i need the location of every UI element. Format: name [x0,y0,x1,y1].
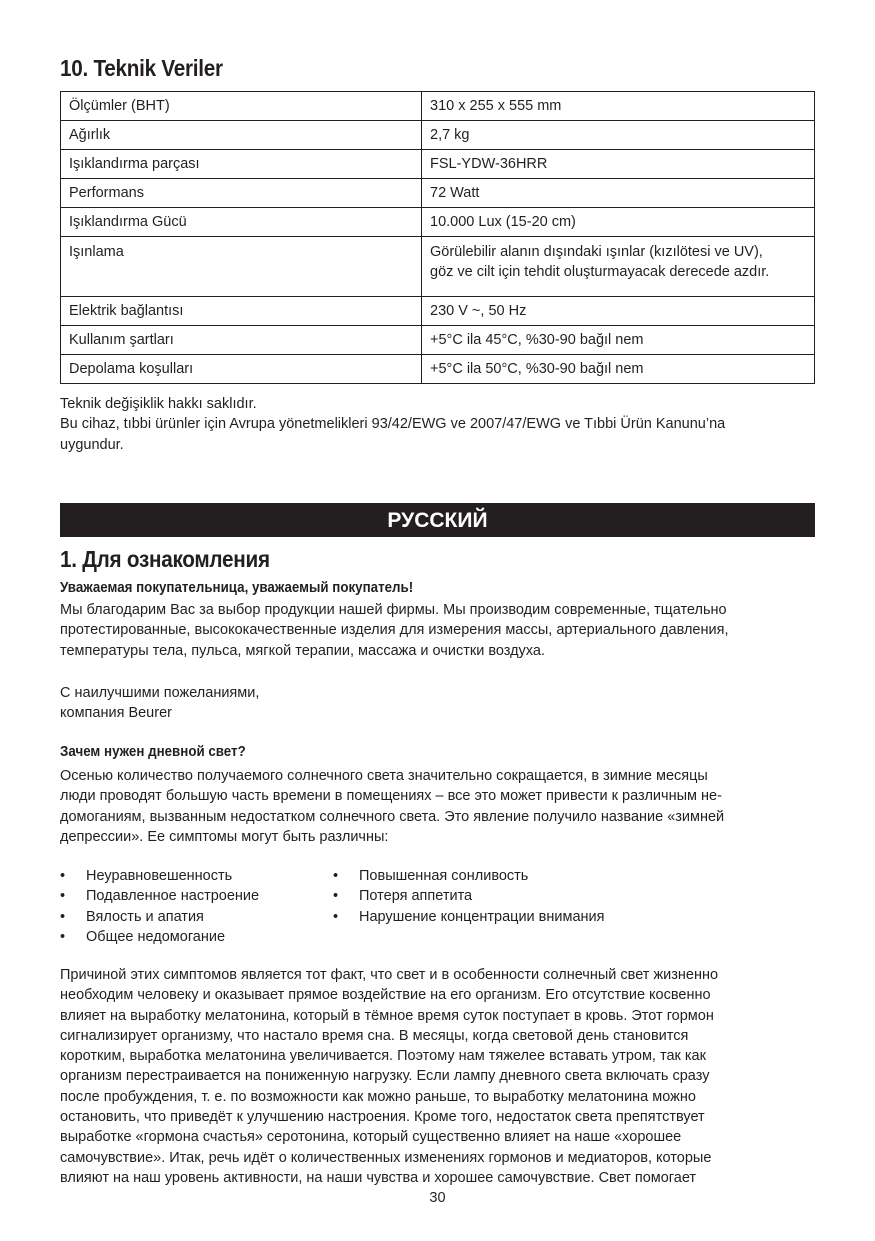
spec-value [422,237,815,297]
spec-value-line: Görülebilir alanın dışındaki ışınlar (kızılötesi ve UV), [430,244,763,260]
text-line: после пробуждения, т. е. по возможности как можно раньше, то выработку мелатонина можно [60,1088,696,1105]
text-line: компания Beurer [60,705,172,722]
list-item: • Потеря аппетита [333,886,604,906]
technical-note [60,394,815,455]
regards [60,683,815,724]
table-row [61,121,815,150]
bullet-icon: • [60,888,66,905]
bullet-icon: • [333,868,339,884]
list-item: • Повышенная сонливость [333,866,604,886]
note-line: Bu cihaz, tıbbi ürünler için Avrupa yönetmelikleri 93/42/EWG ve 2007/47/EWG ve Tıbbi Ürün Kanunu’na [60,416,726,433]
text-line: сигнализирует организму, что настало время сна. В месяцы, когда световой день становится [60,1027,689,1044]
list-item: • Подавленное настроение [60,886,259,906]
table-row [61,326,815,355]
text-line: Причиной этих симптомов является тот факт, что свет и в особенности солнечный свет жизненно [60,967,719,983]
list-item: • Неуравновешенность [60,866,259,886]
spec-label: Ölçümler (BHT) [61,92,422,121]
spec-label: Işıklandırma parçası [61,150,422,179]
spec-label: Performans [61,179,422,208]
spec-table [60,91,815,384]
list-item: • Общее недомогание [60,927,259,947]
bullet-icon: • [333,908,339,925]
spec-value: FSL-YDW-36HRR [422,150,815,179]
why-paragraph [60,766,815,847]
spec-value: 310 x 255 x 555 mm [422,92,815,121]
list-item: • Вялость и апатия [60,907,259,927]
bullet-icon: • [60,928,66,945]
text-line: температуры тела, пульса, мягкой терапии, массажа и очистки воздуха. [60,642,545,659]
spec-value: 230 V ~, 50 Hz [422,297,815,326]
text-line: самочувствие». Итак, речь идёт о количественных изменениях гормонов и медиаторов, которые [60,1149,712,1166]
spec-value: 72 Watt [422,179,815,208]
text-line: депрессии». Ее симптомы могут быть различны: [60,828,389,845]
table-row [61,92,815,121]
intro-paragraph [60,600,815,661]
note-line: uygundur. [60,436,124,453]
spec-value: 2,7 kg [422,121,815,150]
text-line: коротким, выработка мелатонина увеличивается. Поэтому нам тяжелее вставать утром, так как [60,1048,706,1065]
spec-value-line: göz ve cilt için tehdit oluşturmayacak derecede azdır. [430,264,770,280]
text-line: необходим человеку и оказывает прямое воздействие на его организм. Его отсутствие косвенно [60,987,711,1004]
why-heading: Зачем нужен дневной свет? [60,744,246,760]
text-line: С наилучшими пожеланиями, [60,685,260,701]
symptoms-list-left [60,866,259,947]
list-item: • Нарушение концентрации внимания [333,907,604,927]
spec-label: Işınlama [61,237,422,297]
table-row [61,208,815,237]
table-row [61,355,815,384]
text-line: влияет на выработку мелатонина, который в тёмное время суток поступает в кровь. Этот гормон [60,1007,714,1024]
table-row [61,179,815,208]
section-heading-technical-data: 10. Teknik Veriler [60,55,223,81]
text-line: влияют на наш уровень активности, на наши чувства и хорошее самочувствие. Свет помогает [60,1169,697,1186]
text-line: домоганиям, вызванным недостатком солнечного света. Это явление получило название «зимней [60,808,725,825]
text-line: Осенью количество получаемого солнечного света значительно сокращается, в зимние месяцы [60,768,708,784]
spec-label: Işıklandırma Gücü [61,208,422,237]
spec-value: +5°C ila 45°C, %30-90 bağıl nem [422,326,815,355]
spec-label: Depolama koşulları [61,355,422,384]
symptoms-list-right [333,866,604,927]
table-row [61,150,815,179]
spec-value: 10.000 Lux (15-20 cm) [422,208,815,237]
page-number: 30 [429,1190,446,1206]
table-row [61,297,815,326]
spec-label: Ağırlık [61,121,422,150]
greeting: Уважаемая покупательница, уважаемый покупатель! [60,580,414,596]
note-line: Teknik değişiklik hakkı saklıdır. [60,396,257,412]
text-line: остановить, что приведёт к улучшению настроения. Кроме того, недостаток света препятствует [60,1109,705,1126]
section-heading-introduction: 1. Для ознакомления [60,546,270,572]
text-line: организм перестраивается на пониженную нагрузку. Если лампу дневного света включать сразу [60,1068,710,1085]
spec-label: Kullanım şartları [61,326,422,355]
language-banner: РУССКИЙ [60,503,815,537]
bullet-icon: • [60,868,66,884]
text-line: протестированные, высококачественные изделия для измерения массы, артериального давления, [60,622,729,639]
text-line: выработке «гормона счастья» серотонина, который существенно влияет на наше «хорошее [60,1129,682,1146]
spec-value: +5°C ila 50°C, %30-90 bağıl nem [422,355,815,384]
bullet-icon: • [60,908,66,925]
text-line: люди проводят большую часть времени в помещениях – все это может привести к различным не- [60,788,722,805]
spec-label: Elektrik bağlantısı [61,297,422,326]
bullet-icon: • [333,888,339,905]
text-line: Мы благодарим Вас за выбор продукции нашей фирмы. Мы производим современные, тщательно [60,602,727,618]
cause-paragraph [60,965,815,1188]
table-row [61,237,815,297]
